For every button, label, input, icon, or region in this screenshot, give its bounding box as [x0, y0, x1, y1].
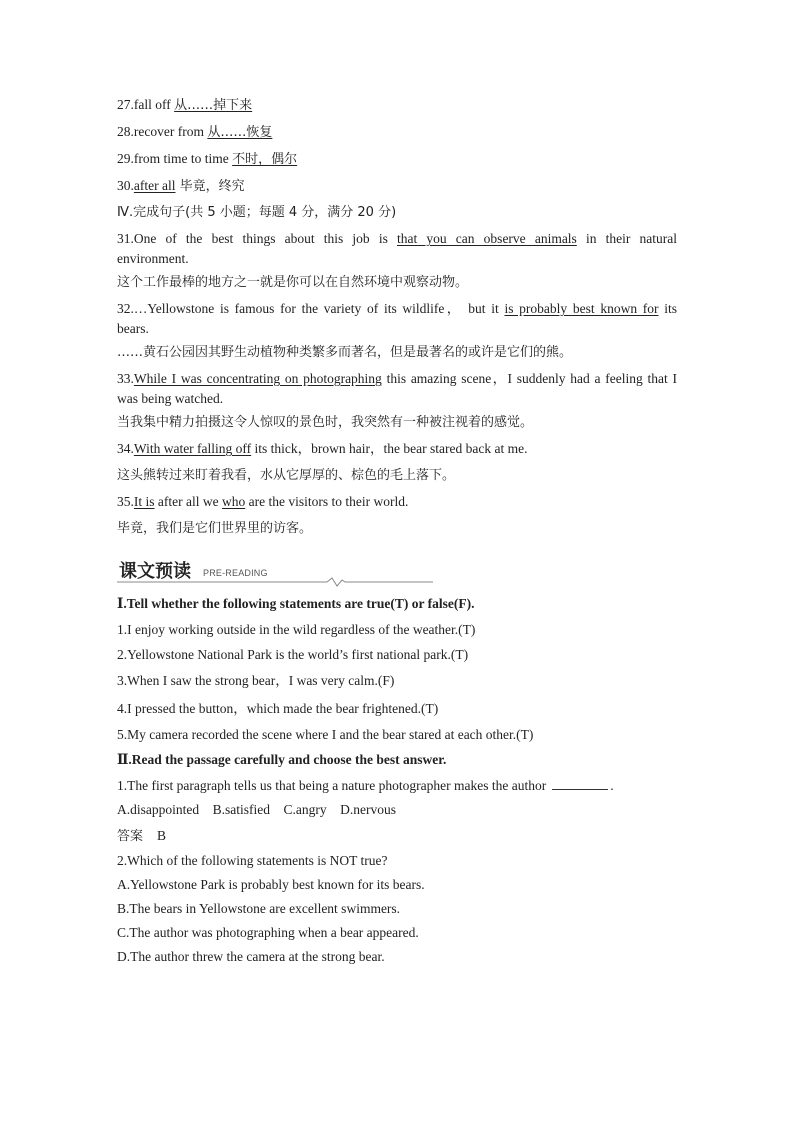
item-number: 29.	[117, 151, 134, 166]
sentence-line: was being watched.	[117, 391, 224, 406]
part-title: Ⅱ.Read the passage carefully and choose the best answer.	[117, 752, 447, 767]
answer-line	[117, 827, 677, 852]
sentence-text: its thick，brown hair，the bear stared back at me.	[251, 441, 528, 456]
sentence-text: 35.	[117, 494, 134, 509]
phrase-cn-answer: 从……掉下来	[174, 98, 253, 113]
answer-blank: who	[221, 494, 246, 509]
translation: 这个工作最棒的地方之一就是你可以在自然环境中观察动物。	[117, 275, 469, 290]
phrase-en: recover from	[133, 124, 208, 139]
phrase-en-answer: after all	[133, 178, 176, 193]
translation: 当我集中精力拍摄这令人惊叹的景色时，我突然有一种被注视着的感觉。	[117, 415, 534, 430]
question-stem	[117, 777, 677, 801]
sentence-line	[117, 230, 677, 247]
option-item: B.The bears in Yellowstone are excellent swimmers.	[117, 901, 401, 916]
section-header-title: 课文预读	[119, 561, 191, 582]
sentence-text: 32.…Yellowstone is famous for the variety of its wildlife， but it	[117, 301, 505, 316]
sentence-text: its	[658, 301, 677, 316]
answer-blank: With water falling off	[133, 441, 252, 456]
statement-item: 2.Yellowstone National Park is the world’s first national park.(T)	[117, 647, 469, 662]
question-text: 1.The first paragraph tells us that being a nature photographer makes the author	[117, 778, 547, 793]
header-wave-line-icon	[117, 577, 437, 587]
sentence-line	[117, 440, 677, 464]
statement-item: 5.My camera recorded the scene where I and the bear stared at each other.(T)	[117, 727, 534, 742]
item-number: 28.	[117, 124, 134, 139]
phrase-en: from time to time	[133, 151, 233, 166]
sentence-text: in their natural	[576, 231, 677, 246]
item-number: 27.	[117, 97, 134, 112]
answer-blank: is probably best known for	[504, 301, 659, 316]
vocab-item	[117, 123, 677, 150]
answer-value: B	[157, 828, 167, 843]
sentence-text: after all we	[154, 494, 222, 509]
answer-blank-line	[552, 777, 608, 790]
sentence-line: environment.	[117, 251, 189, 266]
section-header-subtitle: PRE-READING	[203, 568, 268, 578]
sentence-line	[117, 300, 677, 317]
sentence-text: this amazing scene，I suddenly had a feeling that I	[381, 371, 677, 386]
answer-blank: It is	[133, 494, 155, 509]
phrase-cn: 毕竟，终究	[175, 179, 245, 194]
item-number: 30.	[117, 178, 134, 193]
sentence-line: bears.	[117, 321, 149, 336]
question-stem: 2.Which of the following statements is NOT true?	[117, 853, 388, 868]
option-item: A.Yellowstone Park is probably best known for its bears.	[117, 877, 425, 892]
option-item: C.The author was photographing when a bear appeared.	[117, 925, 419, 940]
translation: 这头熊转过来盯着我看，水从它厚厚的、棕色的毛上落下。	[117, 468, 456, 483]
answer-blank: While I was concentrating on photographing	[133, 371, 382, 386]
document-page	[117, 96, 677, 972]
statement-item: 1.I enjoy working outside in the wild regardless of the weather.(T)	[117, 622, 476, 637]
answer-blank: that you can observe animals	[397, 231, 577, 246]
sentence-text: 33.	[117, 371, 134, 386]
question-end: .	[610, 778, 614, 793]
sentence-line	[117, 493, 677, 517]
vocab-item	[117, 150, 677, 177]
part-title: Ⅰ.Tell whether the following statements are true(T) or false(F).	[117, 596, 475, 611]
sentence-text: 34.	[117, 441, 134, 456]
statement-item: 4.I pressed the button，which made the bear frightened.(T)	[117, 701, 439, 716]
sentence-line	[117, 370, 677, 387]
phrase-cn-answer: 不时，偶尔	[232, 152, 298, 167]
section-title: Ⅳ.完成句子(共 5 小题；每题 4 分，满分 20 分)	[117, 205, 397, 220]
answer-label: 答案	[117, 829, 144, 844]
phrase-en: fall off	[133, 97, 175, 112]
option-item: D.The author threw the camera at the strong bear.	[117, 949, 385, 964]
phrase-cn-answer: 从……恢复	[207, 125, 273, 140]
statement-item: 3.When I saw the strong bear，I was very calm.(F)	[117, 673, 395, 688]
question-options: A.disappointed B.satisfied C.angry D.nervous	[117, 802, 396, 817]
translation: ……黄石公园因其野生动植物种类繁多而著名，但是最著名的或许是它们的熊。	[117, 345, 573, 360]
translation: 毕竟，我们是它们世界里的访客。	[117, 521, 313, 536]
vocab-item	[117, 96, 677, 123]
sentence-text: 31.One of the best things about this job is	[117, 231, 397, 246]
vocab-item	[117, 177, 677, 204]
section-header	[117, 557, 677, 585]
sentence-text: are the visitors to their world.	[245, 494, 409, 509]
